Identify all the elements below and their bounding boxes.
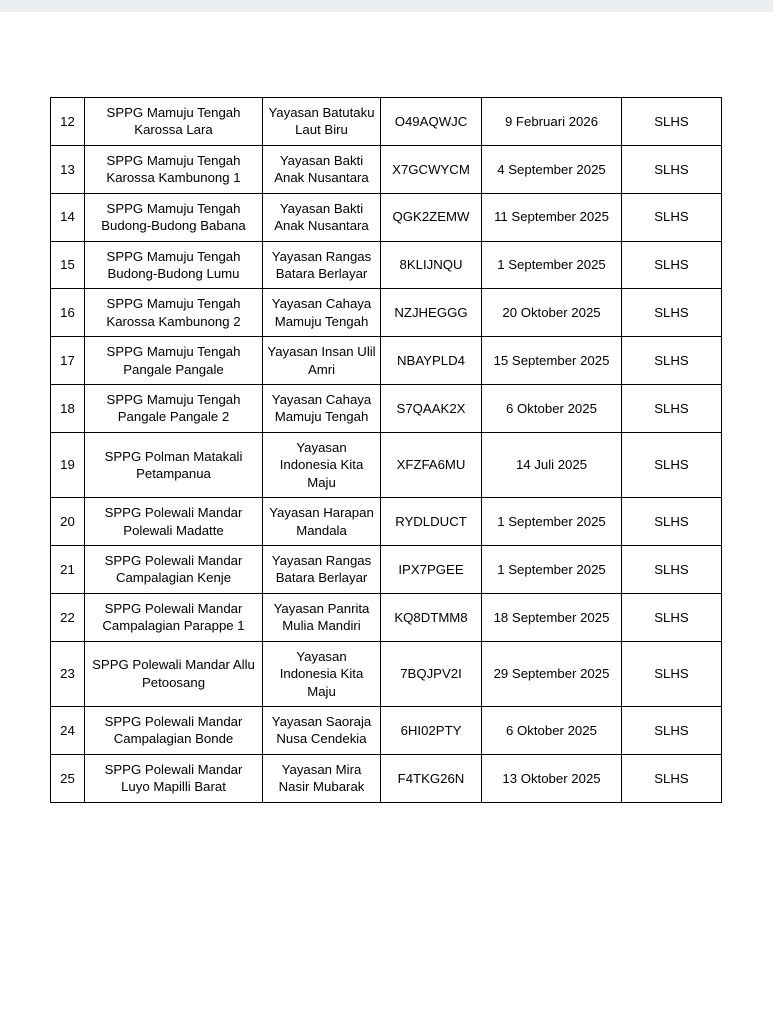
issue-date: 1 September 2025	[482, 241, 622, 289]
row-number: 14	[51, 193, 85, 241]
row-number: 18	[51, 385, 85, 433]
issue-date: 20 Oktober 2025	[482, 289, 622, 337]
sppg-table	[50, 97, 722, 803]
foundation-name: Yayasan Rangas Batara Berlayar	[263, 241, 381, 289]
status-badge: SLHS	[622, 289, 722, 337]
row-number: 16	[51, 289, 85, 337]
registration-code: 7BQJPV2I	[381, 641, 482, 706]
sppg-name: SPPG Polewali Mandar Polewali Madatte	[85, 498, 263, 546]
sppg-name: SPPG Mamuju Tengah Karossa Kambunong 1	[85, 145, 263, 193]
registration-code: XFZFA6MU	[381, 432, 482, 497]
row-number: 13	[51, 145, 85, 193]
status-badge: SLHS	[622, 385, 722, 433]
table-row	[51, 337, 722, 385]
sppg-name: SPPG Mamuju Tengah Budong-Budong Lumu	[85, 241, 263, 289]
foundation-name: Yayasan Harapan Mandala	[263, 498, 381, 546]
row-number: 20	[51, 498, 85, 546]
status-badge: SLHS	[622, 706, 722, 754]
sppg-name: SPPG Polewali Mandar Campalagian Bonde	[85, 706, 263, 754]
foundation-name: Yayasan Rangas Batara Berlayar	[263, 546, 381, 594]
registration-code: IPX7PGEE	[381, 546, 482, 594]
issue-date: 1 September 2025	[482, 498, 622, 546]
registration-code: NZJHEGGG	[381, 289, 482, 337]
registration-code: S7QAAK2X	[381, 385, 482, 433]
foundation-name: Yayasan Bakti Anak Nusantara	[263, 145, 381, 193]
table-row	[51, 498, 722, 546]
issue-date: 18 September 2025	[482, 593, 622, 641]
foundation-name: Yayasan Indonesia Kita Maju	[263, 641, 381, 706]
sppg-name: SPPG Polman Matakali Petampanua	[85, 432, 263, 497]
table-row	[51, 593, 722, 641]
issue-date: 1 September 2025	[482, 546, 622, 594]
foundation-name: Yayasan Insan Ulil Amri	[263, 337, 381, 385]
table-row	[51, 641, 722, 706]
status-badge: SLHS	[622, 98, 722, 146]
sppg-name: SPPG Mamuju Tengah Budong-Budong Babana	[85, 193, 263, 241]
registration-code: KQ8DTMM8	[381, 593, 482, 641]
foundation-name: Yayasan Panrita Mulia Mandiri	[263, 593, 381, 641]
status-badge: SLHS	[622, 641, 722, 706]
status-badge: SLHS	[622, 546, 722, 594]
foundation-name: Yayasan Bakti Anak Nusantara	[263, 193, 381, 241]
table-row	[51, 193, 722, 241]
foundation-name: Yayasan Mira Nasir Mubarak	[263, 754, 381, 802]
sppg-name: SPPG Mamuju Tengah Pangale Pangale 2	[85, 385, 263, 433]
registration-code: F4TKG26N	[381, 754, 482, 802]
row-number: 19	[51, 432, 85, 497]
table-row	[51, 706, 722, 754]
registration-code: X7GCWYCM	[381, 145, 482, 193]
foundation-name: Yayasan Saoraja Nusa Cendekia	[263, 706, 381, 754]
status-badge: SLHS	[622, 193, 722, 241]
status-badge: SLHS	[622, 432, 722, 497]
sppg-name: SPPG Polewali Mandar Campalagian Kenje	[85, 546, 263, 594]
row-number: 23	[51, 641, 85, 706]
table-row	[51, 385, 722, 433]
issue-date: 11 September 2025	[482, 193, 622, 241]
issue-date: 6 Oktober 2025	[482, 385, 622, 433]
status-badge: SLHS	[622, 241, 722, 289]
row-number: 15	[51, 241, 85, 289]
registration-code: QGK2ZEMW	[381, 193, 482, 241]
row-number: 25	[51, 754, 85, 802]
table-row	[51, 289, 722, 337]
sppg-name: SPPG Mamuju Tengah Pangale Pangale	[85, 337, 263, 385]
sppg-name: SPPG Polewali Mandar Luyo Mapilli Barat	[85, 754, 263, 802]
foundation-name: Yayasan Batutaku Laut Biru	[263, 98, 381, 146]
issue-date: 29 September 2025	[482, 641, 622, 706]
table-row	[51, 432, 722, 497]
sppg-name: SPPG Polewali Mandar Campalagian Parappe 1	[85, 593, 263, 641]
issue-date: 6 Oktober 2025	[482, 706, 622, 754]
document-body	[50, 97, 721, 803]
registration-code: O49AQWJC	[381, 98, 482, 146]
sppg-name: SPPG Polewali Mandar Allu Petoosang	[85, 641, 263, 706]
status-badge: SLHS	[622, 498, 722, 546]
row-number: 17	[51, 337, 85, 385]
issue-date: 14 Juli 2025	[482, 432, 622, 497]
row-number: 12	[51, 98, 85, 146]
row-number: 24	[51, 706, 85, 754]
sppg-name: SPPG Mamuju Tengah Karossa Lara	[85, 98, 263, 146]
registration-code: 6HI02PTY	[381, 706, 482, 754]
status-badge: SLHS	[622, 754, 722, 802]
status-badge: SLHS	[622, 145, 722, 193]
table-row	[51, 145, 722, 193]
registration-code: RYDLDUCT	[381, 498, 482, 546]
page-top-strip	[0, 0, 773, 12]
status-badge: SLHS	[622, 593, 722, 641]
issue-date: 9 Februari 2026	[482, 98, 622, 146]
table-body	[51, 98, 722, 803]
row-number: 22	[51, 593, 85, 641]
table-row	[51, 241, 722, 289]
registration-code: NBAYPLD4	[381, 337, 482, 385]
registration-code: 8KLIJNQU	[381, 241, 482, 289]
row-number: 21	[51, 546, 85, 594]
issue-date: 15 September 2025	[482, 337, 622, 385]
status-badge: SLHS	[622, 337, 722, 385]
sppg-name: SPPG Mamuju Tengah Karossa Kambunong 2	[85, 289, 263, 337]
foundation-name: Yayasan Cahaya Mamuju Tengah	[263, 289, 381, 337]
table-row	[51, 98, 722, 146]
issue-date: 4 September 2025	[482, 145, 622, 193]
table-row	[51, 754, 722, 802]
foundation-name: Yayasan Indonesia Kita Maju	[263, 432, 381, 497]
issue-date: 13 Oktober 2025	[482, 754, 622, 802]
foundation-name: Yayasan Cahaya Mamuju Tengah	[263, 385, 381, 433]
table-row	[51, 546, 722, 594]
